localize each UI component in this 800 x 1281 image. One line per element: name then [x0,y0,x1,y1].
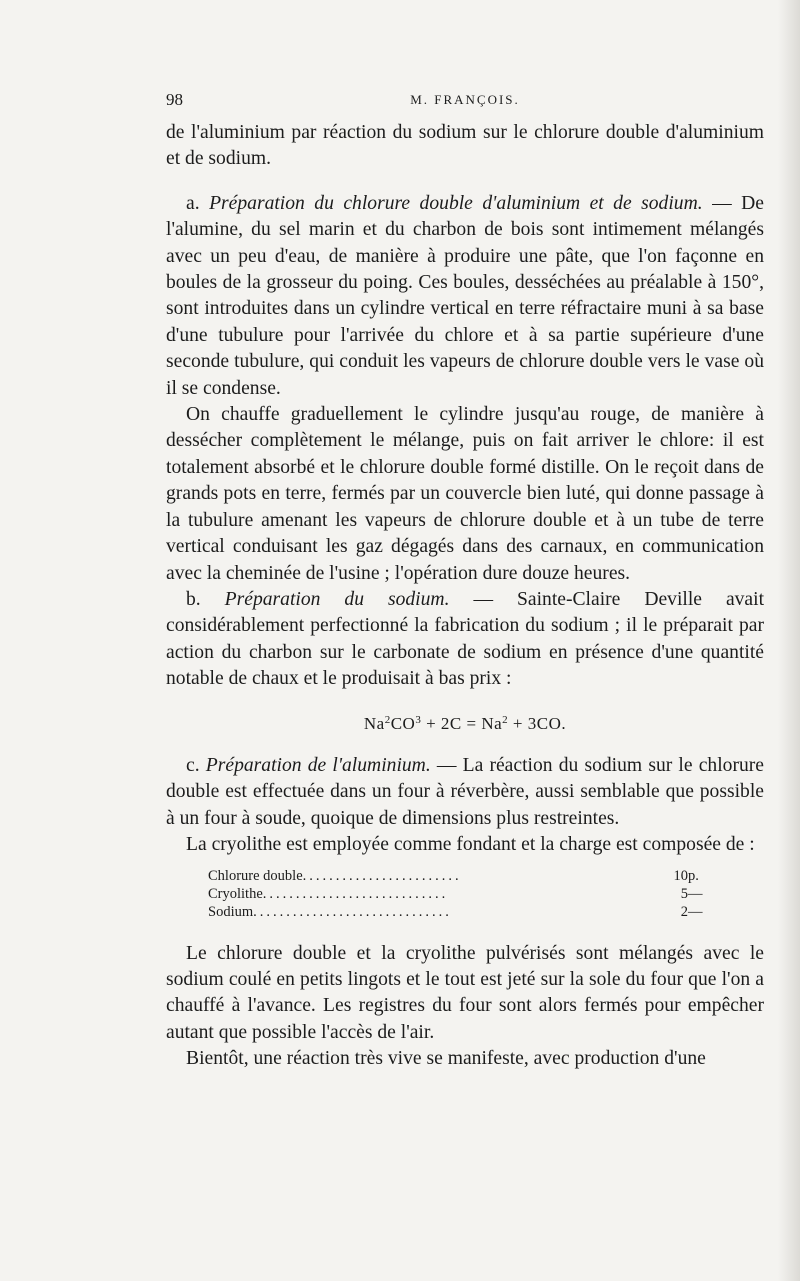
section-c-text: — La réaction du sodium sur le chlorure double est effectuée dans un four à réverbère, aussi semblable que possible à un four à soude, quoique de dimensions plus restreintes. [166,754,765,829]
section-a-paragraph [166,191,764,402]
section-c-marker: c. [186,754,200,776]
section-a-title: Préparation du chlorure double d'aluminium et de sodium. [209,192,703,214]
section-a-text: — De l'alumine, du sel marin et du charbon de bois sont intimement mélangés avec un peu d'eau, de manière à produire une pâte, que l'on façonne en boules de la grosseur du poing. Ces boules, desséchées au préalable à 150°, sont introduites dans un cylindre vertical en terre réfractaire muni à sa base d'une tubulure pour l'arrivée du chlore et à sa partie supérieure d'une seconde tubulure, qui conduit les vapeurs de chlorure double vers le vase où il se condense. [166,192,764,399]
charge-composition-table [208,867,728,921]
page-edge-shadow [778,0,800,1281]
section-c-title: Préparation de l'aluminium. [205,754,431,776]
page-header [166,90,764,114]
closing-paragraph-2: Bientôt, une réaction très vive se manifeste, avec production d'une [186,1048,706,1070]
page-number: 98 [166,90,183,109]
closing-paragraph: Le chlorure double et la cryolithe pulvérisés sont mélangés avec le sodium coulé en petits lingots et le tout est jeté sur la sole du four que l'on a chauffé à l'avance. Les registres du four sont alors fermés pour empêcher autant que possible l'accès de l'air. [166,942,764,1043]
running-head: M. FRANÇOIS. [410,92,520,107]
section-b-text: — Sainte-Claire Deville avait considérablement perfectionné la fabrication du sodium ; il le préparait par action du charbon sur le carbonate de sodium en présence d'une quantité notable de chaux et le produisait à bas prix : [166,588,765,690]
body-text [166,120,764,1073]
table-row: Chlorure double........................ 10 p. [208,867,699,884]
section-a-marker: a. [186,192,200,214]
section-a-paragraph-2: On chauffe graduellement le cylindre jusqu'au rouge, de manière à dessécher complètement le mélange, puis on fait arriver le chlore: il est totalement absorbé et le chlorure double formé distille. On le reçoit dans de grands pots en terre, fermés par un couvercle bien luté, qui donne passage à la tubulure amenant les vapeurs de chlorure double et à un tube de terre vertical conduisant les gaz dégagés dans des carnaux, en communication avec la cheminée de l'usine ; l'opération dure douze heures. [166,404,764,584]
intro-paragraph: de l'aluminium par réaction du sodium sur le chlorure double d'aluminium et de sodium. [166,122,764,170]
section-b-paragraph [166,587,764,693]
chemical-equation: $Na^2CO^3 + 2C = Na^2 + 3CO$. [363,713,567,733]
section-b-marker: b. [186,588,201,610]
section-b-title: Préparation du sodium. [224,588,450,610]
section-c-paragraph-2: La cryolithe est employée comme fondant et la charge est composée de : [186,834,755,856]
table-row: Sodium.............................. 2 — [208,903,703,920]
table-row: Cryolithe............................ 5 — [208,885,703,902]
section-c-paragraph [166,753,764,832]
